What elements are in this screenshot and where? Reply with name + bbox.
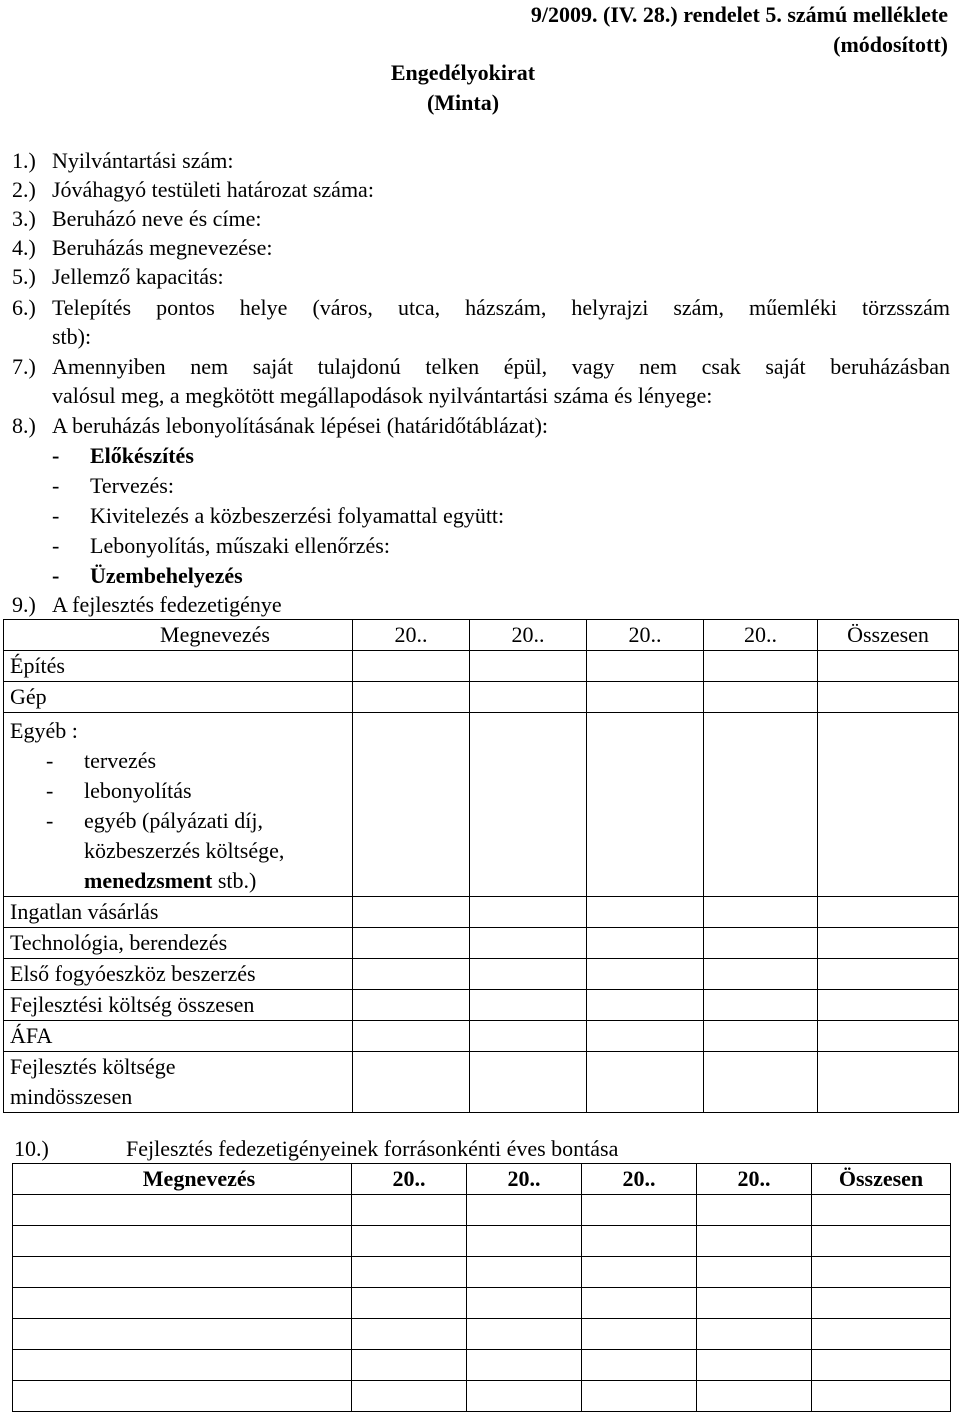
table-cell[interactable] xyxy=(470,713,587,897)
table-row xyxy=(4,682,959,713)
item-text: Beruházó neve és címe: xyxy=(52,206,262,231)
table-cell[interactable] xyxy=(353,1052,470,1113)
table-cell[interactable] xyxy=(13,1257,352,1288)
row-label-total xyxy=(4,1052,353,1113)
column-header: 20.. xyxy=(704,620,818,651)
row-label: Gép xyxy=(4,682,353,713)
total-line-2: mindösszesen xyxy=(10,1084,133,1109)
table-cell[interactable] xyxy=(587,713,704,897)
item-text-line-1: Amennyiben nem saját tulajdonú telken épül, vagy nem csak saját beruházásban xyxy=(52,354,950,379)
table-row xyxy=(13,1319,951,1350)
table-cell[interactable] xyxy=(587,928,704,959)
funding-requirement-table xyxy=(3,619,959,1113)
table-cell[interactable] xyxy=(582,1350,697,1381)
column-header: Összesen xyxy=(812,1164,951,1195)
table-cell[interactable] xyxy=(470,897,587,928)
title-line-1: Engedélyokirat xyxy=(390,60,536,85)
row-label: ÁFA xyxy=(4,1021,353,1052)
table-cell[interactable] xyxy=(704,897,818,928)
item-1 xyxy=(12,146,950,175)
table-header-row xyxy=(4,620,959,651)
table-cell[interactable] xyxy=(470,928,587,959)
table-cell[interactable] xyxy=(582,1381,697,1412)
table-cell[interactable] xyxy=(467,1226,582,1257)
step-design xyxy=(52,471,174,500)
table-cell[interactable] xyxy=(697,1195,812,1226)
table-cell[interactable] xyxy=(353,897,470,928)
step-dash: - xyxy=(52,503,60,528)
column-header: Megnevezés xyxy=(13,1164,352,1195)
table-cell[interactable] xyxy=(13,1381,352,1412)
reference-line-2: (módosított) xyxy=(833,32,948,57)
table-cell[interactable] xyxy=(13,1288,352,1319)
table-cell[interactable] xyxy=(818,651,959,682)
other-design: tervezés xyxy=(84,748,157,773)
section-title: A fejlesztés fedezetigénye xyxy=(52,592,282,617)
table-cell[interactable] xyxy=(818,990,959,1021)
table-row xyxy=(4,897,959,928)
table-cell[interactable] xyxy=(582,1319,697,1350)
dash: - xyxy=(46,808,54,833)
table-row xyxy=(4,1021,959,1052)
table-cell[interactable] xyxy=(353,651,470,682)
row-label: Technológia, berendezés xyxy=(4,928,353,959)
reference-line-1: 9/2009. (IV. 28.) rendelet 5. számú melléklete xyxy=(530,2,948,27)
table-cell[interactable] xyxy=(13,1195,352,1226)
table-cell[interactable] xyxy=(470,1021,587,1052)
step-preparation xyxy=(52,441,194,470)
table-cell[interactable] xyxy=(812,1319,951,1350)
other-misc-line-3 xyxy=(10,866,346,896)
row-label: Ingatlan vásárlás xyxy=(4,897,353,928)
table-cell[interactable] xyxy=(582,1288,697,1319)
table-cell[interactable] xyxy=(353,959,470,990)
item-number: 4.) xyxy=(12,235,36,260)
table-cell[interactable] xyxy=(704,1052,818,1113)
table-cell[interactable] xyxy=(812,1226,951,1257)
column-header: 20.. xyxy=(467,1164,582,1195)
table-cell[interactable] xyxy=(587,897,704,928)
table-cell[interactable] xyxy=(818,713,959,897)
other-label: Egyéb : xyxy=(10,718,78,743)
table-cell[interactable] xyxy=(587,651,704,682)
table-row xyxy=(13,1381,951,1412)
item-5 xyxy=(12,262,950,291)
table-cell[interactable] xyxy=(704,713,818,897)
title-line-2: (Minta) xyxy=(426,90,500,115)
step-commissioning xyxy=(52,561,243,590)
table-row xyxy=(13,1288,951,1319)
table-cell[interactable] xyxy=(812,1350,951,1381)
table-row xyxy=(4,651,959,682)
table-cell[interactable] xyxy=(582,1257,697,1288)
table-cell[interactable] xyxy=(818,959,959,990)
item-text-line-2: valósul meg, a megkötött megállapodások nyilvántartási száma és lényege: xyxy=(52,383,713,408)
dash: - xyxy=(46,778,54,803)
row-label: Építés xyxy=(4,651,353,682)
table-cell[interactable] xyxy=(467,1381,582,1412)
section-9-heading xyxy=(12,590,950,619)
table-cell[interactable] xyxy=(582,1226,697,1257)
table-cell[interactable] xyxy=(697,1257,812,1288)
table-row xyxy=(13,1350,951,1381)
item-text: Jóváhagyó testületi határozat száma: xyxy=(52,177,374,202)
table-cell[interactable] xyxy=(818,897,959,928)
table-cell[interactable] xyxy=(704,682,818,713)
step-text: Előkészítés xyxy=(90,443,194,468)
table-row xyxy=(13,1195,951,1226)
item-number: 1.) xyxy=(12,148,36,173)
column-header: Összesen xyxy=(818,620,959,651)
table-cell[interactable] xyxy=(587,1021,704,1052)
table-cell[interactable] xyxy=(704,1021,818,1052)
table-row xyxy=(4,928,959,959)
item-4 xyxy=(12,233,950,262)
item-number: 6.) xyxy=(12,295,36,320)
document-title xyxy=(378,58,548,118)
table-cell[interactable] xyxy=(353,928,470,959)
step-dash: - xyxy=(52,473,60,498)
table-cell[interactable] xyxy=(697,1319,812,1350)
section-title: Fejlesztés fedezetigényeinek forrásonkénti éves bontása xyxy=(126,1136,619,1161)
item-number: 3.) xyxy=(12,206,36,231)
table-cell[interactable] xyxy=(818,1052,959,1113)
item-text: A beruházás lebonyolításának lépései (határidőtáblázat): xyxy=(52,413,549,438)
row-label: Fejlesztési költség összesen xyxy=(4,990,353,1021)
table-cell[interactable] xyxy=(467,1350,582,1381)
total-line-1: Fejlesztés költsége xyxy=(10,1054,176,1079)
step-text: Kivitelezés a közbeszerzési folyamattal együtt: xyxy=(90,503,505,528)
step-dash: - xyxy=(52,443,60,468)
step-dash: - xyxy=(52,533,60,558)
table-cell[interactable] xyxy=(697,1350,812,1381)
table-cell[interactable] xyxy=(470,959,587,990)
other-management: lebonyolítás xyxy=(84,778,192,803)
table-cell[interactable] xyxy=(467,1195,582,1226)
column-header: Megnevezés xyxy=(4,620,353,651)
table-cell[interactable] xyxy=(352,1319,467,1350)
other-misc-line-2: közbeszerzés költsége, xyxy=(84,838,285,863)
column-header: 20.. xyxy=(353,620,470,651)
column-header: 20.. xyxy=(697,1164,812,1195)
table-cell[interactable] xyxy=(697,1381,812,1412)
step-text: Üzembehelyezés xyxy=(90,563,243,588)
item-2 xyxy=(12,175,950,204)
table-cell[interactable] xyxy=(704,651,818,682)
column-header: 20.. xyxy=(352,1164,467,1195)
table-cell[interactable] xyxy=(818,928,959,959)
step-supervision xyxy=(52,531,390,560)
table-cell[interactable] xyxy=(704,928,818,959)
table-row xyxy=(4,959,959,990)
table-cell[interactable] xyxy=(704,990,818,1021)
table-cell[interactable] xyxy=(587,682,704,713)
step-construction xyxy=(52,501,504,530)
item-text: Nyilvántartási szám: xyxy=(52,148,234,173)
item-number: 5.) xyxy=(12,264,36,289)
item-text-line-2: stb): xyxy=(52,324,92,349)
table-cell[interactable] xyxy=(697,1288,812,1319)
step-text: Tervezés: xyxy=(90,473,174,498)
table-cell[interactable] xyxy=(352,1257,467,1288)
table-cell[interactable] xyxy=(582,1195,697,1226)
table-cell[interactable] xyxy=(352,1288,467,1319)
dash: - xyxy=(46,748,54,773)
table-cell[interactable] xyxy=(587,1052,704,1113)
item-3 xyxy=(12,204,950,233)
table-cell[interactable] xyxy=(818,1021,959,1052)
table-cell[interactable] xyxy=(352,1195,467,1226)
section-number: 10.) xyxy=(14,1136,49,1161)
table-cell[interactable] xyxy=(352,1381,467,1412)
table-cell[interactable] xyxy=(467,1288,582,1319)
table-cell[interactable] xyxy=(812,1288,951,1319)
table-row xyxy=(4,990,959,1021)
step-dash: - xyxy=(52,563,60,588)
item-text: Beruházás megnevezése: xyxy=(52,235,273,260)
section-10-heading xyxy=(14,1134,952,1163)
column-header: 20.. xyxy=(587,620,704,651)
row-label-other xyxy=(4,713,353,897)
table-cell[interactable] xyxy=(704,959,818,990)
table-cell[interactable] xyxy=(467,1257,582,1288)
table-cell[interactable] xyxy=(818,682,959,713)
item-text: Jellemző kapacitás: xyxy=(52,264,224,289)
table-cell[interactable] xyxy=(352,1226,467,1257)
table-cell[interactable] xyxy=(353,1021,470,1052)
item-text-line-1: Telepítés pontos helye (város, utca, házszám, helyrajzi szám, műemléki törzsszám xyxy=(52,295,950,320)
table-cell[interactable] xyxy=(13,1226,352,1257)
table-cell[interactable] xyxy=(13,1350,352,1381)
table-cell[interactable] xyxy=(812,1195,951,1226)
section-number: 9.) xyxy=(12,592,36,617)
table-row xyxy=(4,713,959,897)
management-label: menedzsment xyxy=(84,868,213,893)
item-number: 8.) xyxy=(12,413,36,438)
misc-tail: stb.) xyxy=(212,868,257,893)
item-number: 7.) xyxy=(12,354,36,379)
table-cell[interactable] xyxy=(353,682,470,713)
table-header-row xyxy=(13,1164,951,1195)
table-row xyxy=(4,1052,959,1113)
table-cell[interactable] xyxy=(467,1319,582,1350)
table-cell[interactable] xyxy=(13,1319,352,1350)
table-cell[interactable] xyxy=(470,651,587,682)
table-cell[interactable] xyxy=(587,990,704,1021)
table-cell[interactable] xyxy=(470,1052,587,1113)
table-cell[interactable] xyxy=(352,1350,467,1381)
table-cell[interactable] xyxy=(353,713,470,897)
table-cell[interactable] xyxy=(470,990,587,1021)
table-row xyxy=(13,1226,951,1257)
item-7 xyxy=(12,352,950,410)
row-label: Első fogyóeszköz beszerzés xyxy=(4,959,353,990)
funding-by-source-table xyxy=(12,1163,951,1412)
item-6 xyxy=(12,293,950,351)
column-header: 20.. xyxy=(470,620,587,651)
step-text: Lebonyolítás, műszaki ellenőrzés: xyxy=(90,533,390,558)
table-cell[interactable] xyxy=(470,682,587,713)
table-row xyxy=(13,1257,951,1288)
table-cell[interactable] xyxy=(353,990,470,1021)
item-number: 2.) xyxy=(12,177,36,202)
other-misc-line-1: egyéb (pályázati díj, xyxy=(84,808,263,833)
table-cell[interactable] xyxy=(812,1381,951,1412)
table-cell[interactable] xyxy=(587,959,704,990)
regulation-reference xyxy=(456,0,948,60)
column-header: 20.. xyxy=(582,1164,697,1195)
item-8 xyxy=(12,411,950,440)
table-cell[interactable] xyxy=(697,1226,812,1257)
table-cell[interactable] xyxy=(812,1257,951,1288)
